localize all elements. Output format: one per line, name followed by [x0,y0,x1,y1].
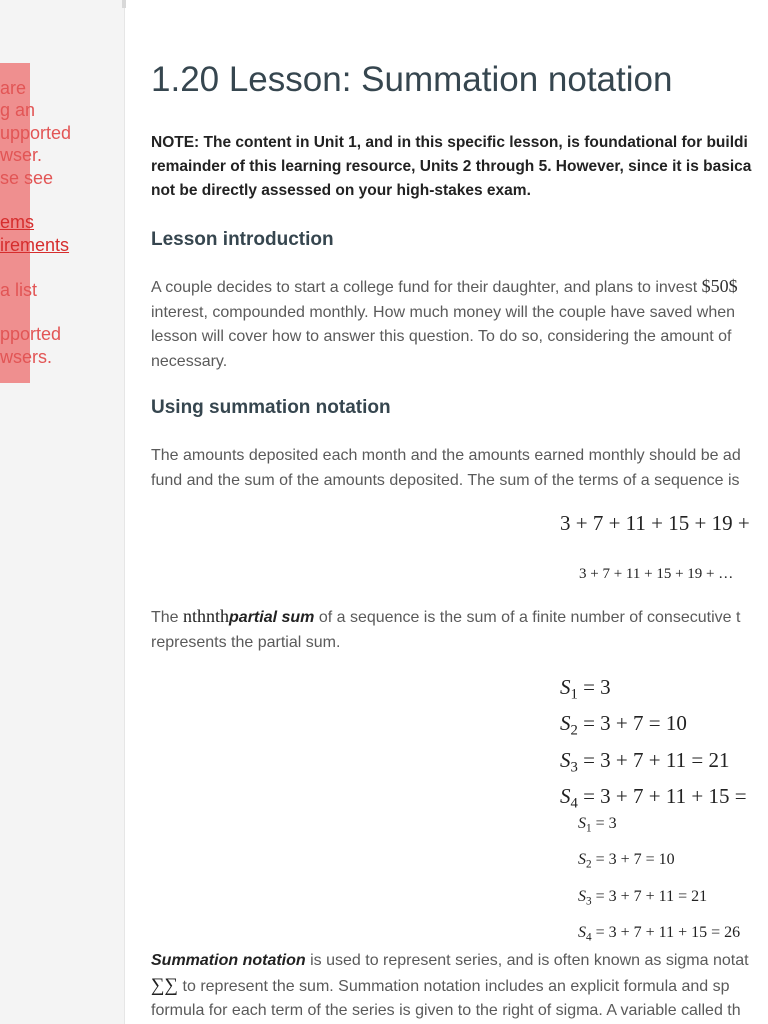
intro-paragraph [151,274,738,374]
summation-notation-term: Summation notation [151,952,306,969]
partial-sum-row [578,881,740,917]
warning-line: se see [0,167,54,188]
sum-var: S [560,747,571,772]
sum-index: 2 [570,722,578,739]
note-line: remainder of this learning resource, Units 2 through 5. However, since it is basica [151,158,752,175]
lesson-note [151,131,751,203]
intro-line: interest, compounded monthly. How much money will the couple have saved when [151,303,736,321]
summation-line: fund and the sum of the amounts deposited. The sum of the terms of a sequence is [151,471,740,489]
sigma-symbol: ∑∑ [151,974,179,996]
sequence-fallback: 3 + 7 + 11 + 15 + 19 + … [579,566,734,582]
partial-sum-paragraph [151,604,740,655]
sum-index: 1 [570,686,578,703]
partial-sum-row [578,808,740,844]
note-line: not be directly assessed on your high-stakes exam. [151,182,531,199]
warning-line: g an [0,100,36,121]
partial-sum-row [578,917,740,953]
sum-rhs: = 3 + 7 = 10 [591,851,675,869]
sum-rhs: = 3 + 7 + 11 + 15 = [577,784,747,809]
sum-index: 1 [586,822,592,835]
sum-var: S [560,784,571,809]
sum-rhs: = 3 + 7 + 11 = 21 [577,747,730,772]
partial-sum-row [578,844,740,880]
warning-line: wsers. [0,346,53,367]
warning-line: upported [0,122,72,143]
sum-index: 4 [570,795,578,812]
sum-var: S [578,924,586,942]
partial-sum-row [560,746,747,782]
system-requirements-link[interactable]: irements [0,234,70,255]
intro-line: A couple decides to start a college fund for their daughter, and plans to invest [151,279,702,296]
partial-rest: of a sequence is the sum of a finite number of consecutive t [314,609,741,626]
warning-line: wser. [0,145,43,166]
sum-rhs: = 3 [577,675,611,699]
sum-rhs: = 3 [591,815,617,832]
summation-paragraph [151,444,741,493]
page-title: 1.20 Lesson: Summation notation [151,60,673,99]
sum-var: S [560,675,571,699]
partial-line-2: represents the partial sum. [151,633,341,651]
sum-var: S [578,815,586,832]
summation-heading: Using summation notation [151,397,391,418]
partial-sums-display [560,673,747,819]
warning-line: are [0,78,27,98]
sigma-line-3: formula for each term of the series is given to the right of sigma. A variable called th [151,1002,741,1019]
summation-line: The amounts deposited each month and the amounts earned monthly should be ad [151,447,741,464]
sidebar [0,0,125,1024]
warning-line: pported [0,324,62,345]
sigma-line-2: to represent the sum. Summation notation includes an explicit formula and sp [178,977,730,995]
sum-rhs: = 3 + 7 + 11 + 15 = 26 [591,924,741,942]
warning-line: a list [0,279,38,300]
note-line: NOTE: The content in Unit 1, and in this specific lesson, is foundational for buildi [151,134,748,151]
sum-index: 3 [570,759,578,776]
partial-sum-term: partial sum [229,609,315,626]
sigma-paragraph [151,949,749,1024]
intro-heading: Lesson introduction [151,229,334,250]
sequence-display: 3 + 7 + 11 + 15 + 19 + [560,511,750,535]
sigma-rest: is used to represent series, and is often known as sigma notat [305,952,749,969]
partial-sums-fallback [578,808,740,953]
partial-sum-row [560,673,747,709]
sum-index: 3 [586,895,592,908]
sum-var: S [578,887,586,905]
sum-index: 2 [586,858,592,871]
nth-math: nthnth [183,606,230,626]
money-amount: $50$ [701,276,738,296]
sum-var: S [560,711,571,736]
intro-line: lesson will cover how to answer this question. To do so, considering the amount of [151,328,732,345]
partial-prefix: The [151,609,184,626]
intro-line: necessary. [151,352,228,370]
sum-index: 4 [586,931,592,944]
sidebar-scrollbar[interactable] [122,0,126,8]
lesson-content [151,0,768,1024]
sum-var: S [578,851,586,869]
partial-sum-row [560,709,747,745]
sum-rhs: = 3 + 7 + 11 = 21 [591,887,708,905]
system-requirements-link[interactable]: ems [0,212,35,233]
sum-rhs: = 3 + 7 = 10 [577,711,687,736]
